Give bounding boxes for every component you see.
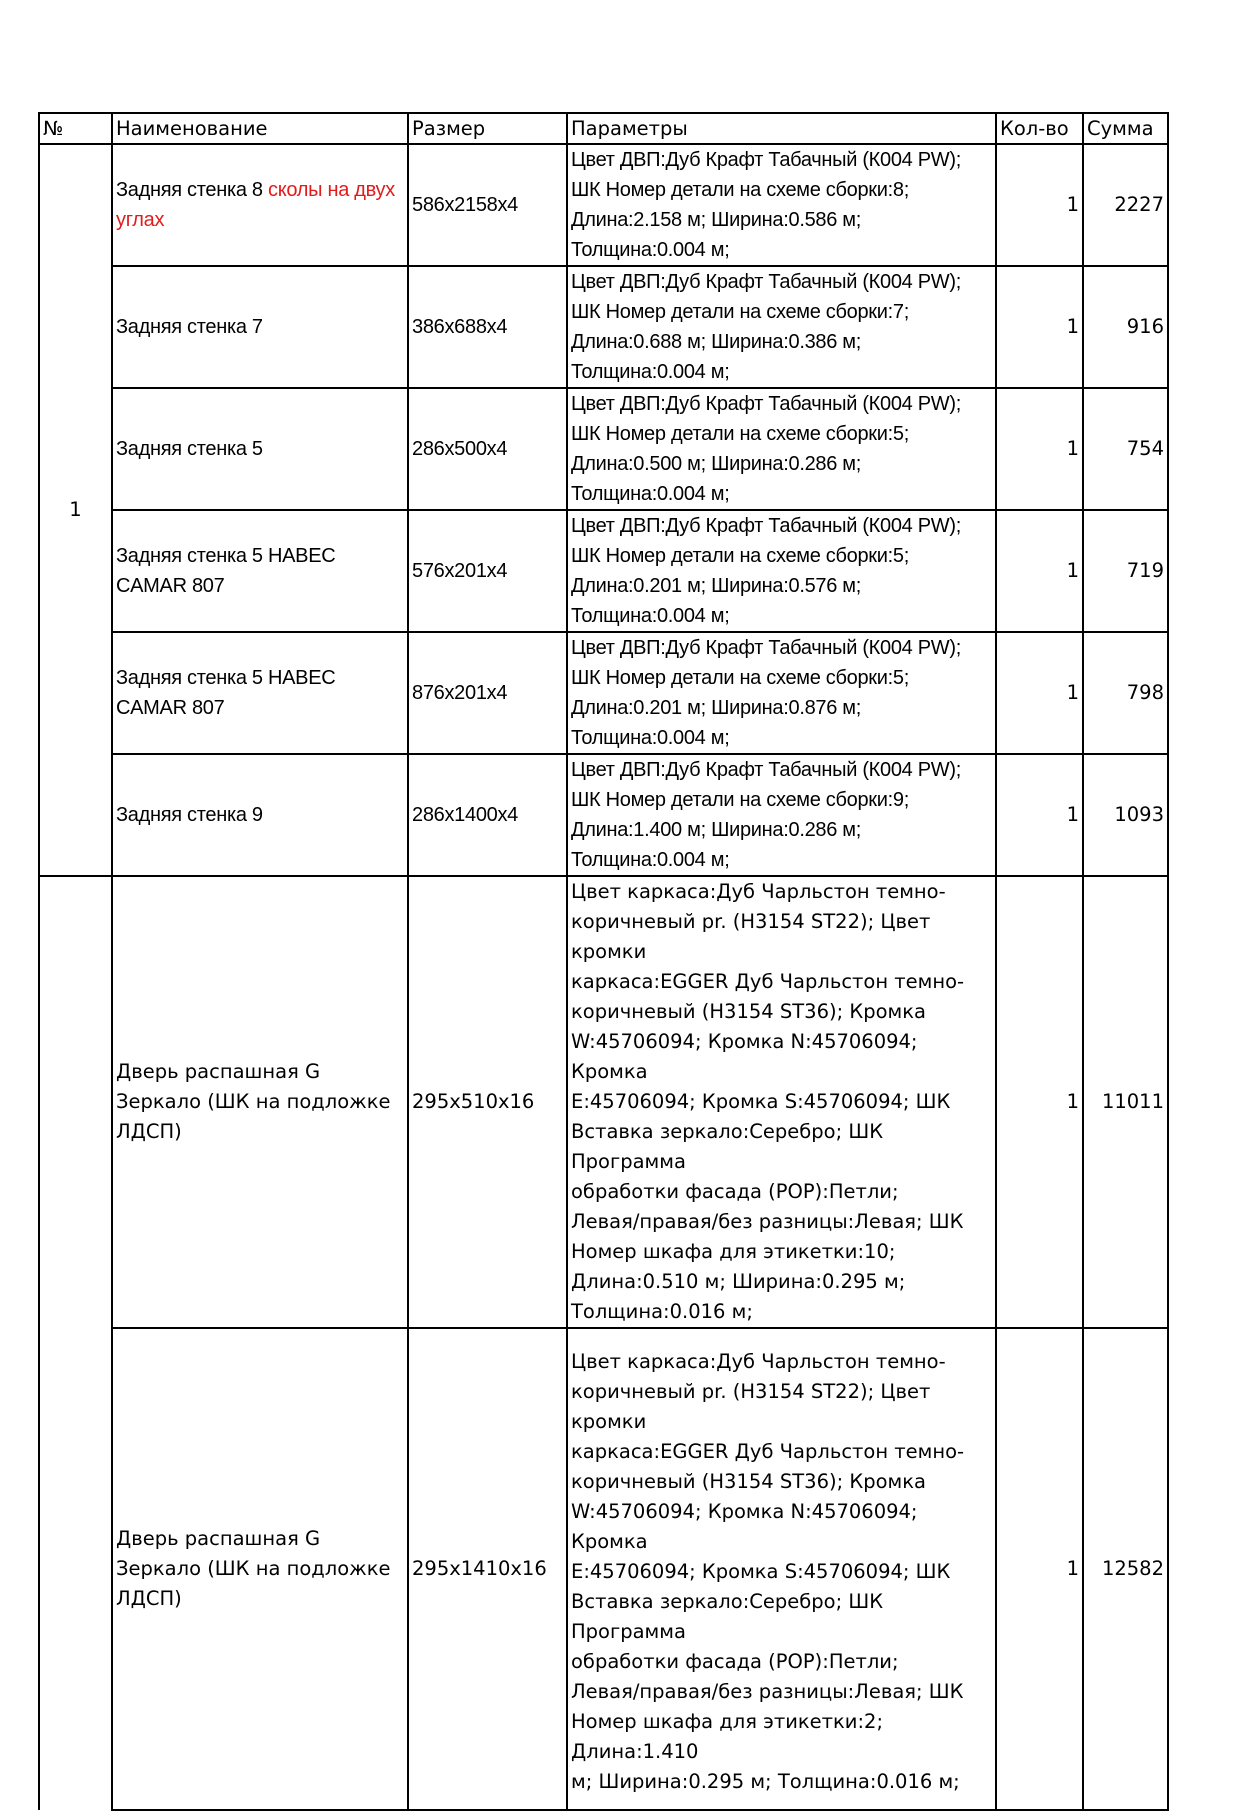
header-size: Размер (408, 113, 567, 144)
item-size-cell: 295x1410x16 (408, 1328, 567, 1810)
item-sum-cell: 1093 (1083, 754, 1168, 876)
param-line: E:45706094; Кромка S:45706094; ШК (571, 1560, 951, 1583)
param-line: Цвет ДВП:Дуб Крафт Табачный (К004 PW); (571, 515, 961, 537)
item-sum-cell: 11011 (1083, 876, 1168, 1328)
item-name-cell (112, 388, 408, 510)
item-size-cell: 386x688x4 (408, 266, 567, 388)
param-line: каркаса:EGGER Дуб Чарльстон темно- (571, 1440, 965, 1463)
item-name-cell (112, 876, 408, 1328)
item-qty-cell: 1 (996, 266, 1083, 388)
item-sum-cell: 719 (1083, 510, 1168, 632)
table-row (39, 510, 1168, 632)
param-line: Номер шкафа для этикетки:10; (571, 1240, 896, 1263)
item-params-cell (567, 388, 996, 510)
item-params-cell (567, 1328, 996, 1810)
header-name: Наименование (112, 113, 408, 144)
param-line: ШК Номер детали на схеме сборки:9; (571, 789, 909, 811)
item-sum-cell: 754 (1083, 388, 1168, 510)
table-row (39, 266, 1168, 388)
item-qty-cell: 1 (996, 632, 1083, 754)
item-size-cell: 286x1400x4 (408, 754, 567, 876)
param-line: Цвет ДВП:Дуб Крафт Табачный (К004 PW); (571, 637, 961, 659)
header-no: № (39, 113, 112, 144)
param-line: Длина:2.158 м; Ширина:0.586 м; (571, 209, 862, 231)
param-line: коричневый (H3154 ST36); Кромка (571, 1000, 926, 1023)
param-line: ШК Номер детали на схеме сборки:7; (571, 301, 909, 323)
param-line: Цвет ДВП:Дуб Крафт Табачный (К004 PW); (571, 759, 961, 781)
param-line: Цвет каркаса:Дуб Чарльстон темно- (571, 1350, 946, 1373)
item-note: сколы на двух углах (116, 179, 395, 231)
item-qty-cell: 1 (996, 876, 1083, 1328)
header-sum: Сумма (1083, 113, 1168, 144)
item-name-cell (112, 144, 408, 266)
item-qty-cell: 1 (996, 510, 1083, 632)
param-line: Длина:1.400 м; Ширина:0.286 м; (571, 819, 862, 841)
item-size-cell: 295x510x16 (408, 876, 567, 1328)
item-params-cell (567, 632, 996, 754)
item-params-cell (567, 144, 996, 266)
item-qty-cell: 1 (996, 388, 1083, 510)
param-line: Толщина:0.004 м; (571, 361, 730, 383)
order-page (38, 112, 1169, 1811)
param-line: обработки фасада (POP):Петли; (571, 1180, 899, 1203)
param-line: Длина:0.201 м; Ширина:0.576 м; (571, 575, 862, 597)
item-size-cell: 286x500x4 (408, 388, 567, 510)
param-line: Длина:0.500 м; Ширина:0.286 м; (571, 453, 862, 475)
param-line: ШК Номер детали на схеме сборки:8; (571, 179, 909, 201)
item-qty-cell: 1 (996, 754, 1083, 876)
item-size-cell: 876x201x4 (408, 632, 567, 754)
group-number-cell (39, 876, 112, 1810)
param-line: Цвет каркаса:Дуб Чарльстон темно- (571, 880, 946, 903)
item-params-cell (567, 754, 996, 876)
param-line: Вставка зеркало:Серебро; ШК Программа (571, 1120, 884, 1173)
table-row (39, 754, 1168, 876)
item-params-cell (567, 510, 996, 632)
item-name-cell (112, 1328, 408, 1810)
item-name: Задняя стенка 5 НАВЕС CAMAR 807 (116, 667, 336, 719)
param-line: коричневый pr. (H3154 ST22); Цвет кромки (571, 910, 931, 963)
table-row (39, 388, 1168, 510)
item-name: Задняя стенка 8 (116, 179, 263, 201)
param-line: Цвет ДВП:Дуб Крафт Табачный (К004 PW); (571, 149, 961, 171)
param-line: Толщина:0.004 м; (571, 849, 730, 871)
param-line: Длина:0.510 м; Ширина:0.295 м; (571, 1270, 906, 1293)
param-line: Левая/правая/без разницы:Левая; ШК (571, 1680, 964, 1703)
item-sum-cell: 2227 (1083, 144, 1168, 266)
param-line: Толщина:0.016 м; (571, 1300, 753, 1323)
table-row (39, 876, 1168, 1328)
item-size-cell: 576x201x4 (408, 510, 567, 632)
item-name-cell (112, 754, 408, 876)
param-line: коричневый (H3154 ST36); Кромка (571, 1470, 926, 1493)
param-line: Толщина:0.004 м; (571, 605, 730, 627)
item-sum-cell: 916 (1083, 266, 1168, 388)
item-name-cell (112, 266, 408, 388)
table-row (39, 632, 1168, 754)
param-line: Номер шкафа для этикетки:2; Длина:1.410 (571, 1710, 884, 1763)
table-row (39, 144, 1168, 266)
item-name: Дверь распашная G Зеркало (ШК на подложке ЛДСП) (116, 1060, 391, 1143)
param-line: W:45706094; Кромка N:45706094; Кромка (571, 1030, 918, 1083)
header-params: Параметры (567, 113, 996, 144)
param-line: ШК Номер детали на схеме сборки:5; (571, 545, 909, 567)
table-row (39, 1328, 1168, 1810)
param-line: Толщина:0.004 м; (571, 239, 730, 261)
param-line: обработки фасада (POP):Петли; (571, 1650, 899, 1673)
item-name: Задняя стенка 5 НАВЕС CAMAR 807 (116, 545, 336, 597)
param-line: Цвет ДВП:Дуб Крафт Табачный (К004 PW); (571, 271, 961, 293)
param-line: Вставка зеркало:Серебро; ШК Программа (571, 1590, 884, 1643)
item-sum-cell: 12582 (1083, 1328, 1168, 1810)
param-line: Толщина:0.004 м; (571, 483, 730, 505)
item-params-cell (567, 266, 996, 388)
item-name-cell (112, 510, 408, 632)
table-header-row (39, 113, 1168, 144)
item-name: Задняя стенка 9 (116, 804, 263, 826)
item-name: Задняя стенка 7 (116, 316, 263, 338)
table-body (39, 144, 1168, 1810)
param-line: м; Ширина:0.295 м; Толщина:0.016 м; (571, 1770, 960, 1793)
param-line: каркаса:EGGER Дуб Чарльстон темно- (571, 970, 965, 993)
item-name: Задняя стенка 5 (116, 438, 263, 460)
order-table (38, 112, 1169, 1811)
param-line: Длина:0.688 м; Ширина:0.386 м; (571, 331, 862, 353)
param-line: Цвет ДВП:Дуб Крафт Табачный (К004 PW); (571, 393, 961, 415)
param-line: коричневый pr. (H3154 ST22); Цвет кромки (571, 1380, 931, 1433)
param-line: Толщина:0.004 м; (571, 727, 730, 749)
param-line: E:45706094; Кромка S:45706094; ШК (571, 1090, 951, 1113)
item-name: Дверь распашная G Зеркало (ШК на подложке ЛДСП) (116, 1527, 391, 1610)
item-size-cell: 586x2158x4 (408, 144, 567, 266)
item-name-cell (112, 632, 408, 754)
group-number-cell: 1 (39, 144, 112, 876)
param-line: Длина:0.201 м; Ширина:0.876 м; (571, 697, 862, 719)
param-line: ШК Номер детали на схеме сборки:5; (571, 423, 909, 445)
item-sum-cell: 798 (1083, 632, 1168, 754)
item-qty-cell: 1 (996, 1328, 1083, 1810)
param-line: Левая/правая/без разницы:Левая; ШК (571, 1210, 964, 1233)
param-line: W:45706094; Кромка N:45706094; Кромка (571, 1500, 918, 1553)
header-qty: Кол-во (996, 113, 1083, 144)
item-qty-cell: 1 (996, 144, 1083, 266)
item-params-cell (567, 876, 996, 1328)
param-line: ШК Номер детали на схеме сборки:5; (571, 667, 909, 689)
